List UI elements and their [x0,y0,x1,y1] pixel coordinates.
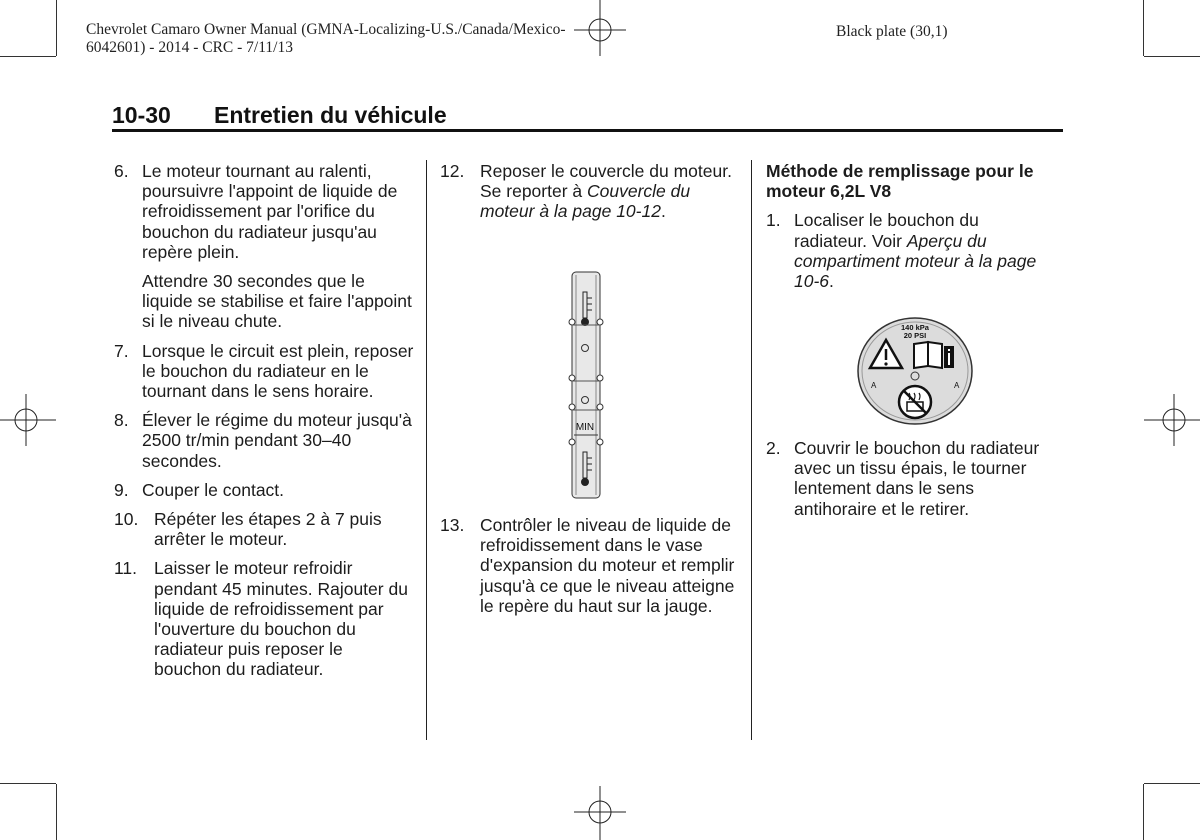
step-text: Laisser le moteur refroidir pendant 45 minutes. Rajouter du liquide de refroidissement par l'ouverture du bouchon du radiateur puis reposer le bouchon du radiateur. [154,558,408,680]
step-text: Localiser le bouchon du radiateur. Voir [794,210,979,251]
print-header-line-2: 6042601) - 2014 - CRC - 7/11/13 [86,39,293,56]
column-2 [440,161,738,231]
column-3-lower [766,438,1056,528]
step-1 [766,210,1056,291]
registration-mark-right [1144,380,1200,460]
registration-mark-left [0,380,56,460]
step-text-end: . [660,201,666,222]
step-text: Le moteur tournant au ralenti, poursuivre l'appoint de liquide de refroidissement par l'orifice du bouchon du radiateur jusqu'au repère plein. [142,161,398,262]
step-text: Répéter les étapes 2 à 7 puis arrêter le moteur. [154,509,382,550]
gauge-min-label: MIN [575,422,595,433]
step-text: Contrôler le niveau de liquide de refroidissement dans le vase d'expansion du moteur et remplir jusqu'à ce que le niveau atteigne le repère du haut sur la jauge. [480,515,735,616]
step-text: Couvrir le bouchon du radiateur avec un tissu épais, le tourner lentement dans le sens antihoraire et le retirer. [794,438,1040,519]
step-text: Reposer le couvercle du moteur. Se reporter à [480,161,732,202]
step-8 [114,410,414,471]
step-number: 1. [766,210,781,231]
step-number: 8. [114,410,129,431]
step-number: 10. [114,509,139,530]
column-2-lower [440,515,738,625]
step-number: 2. [766,438,781,458]
step-9 [114,480,414,500]
black-plate-label: Black plate (30,1) [836,23,948,40]
step-number: 11. [114,558,138,579]
page-number: 10-30 [112,102,171,128]
step-text-end: . [829,271,834,292]
step-number: 13. [440,515,465,535]
column-3 [766,161,1056,300]
header-rule [112,129,1063,132]
cross-reference-link[interactable]: Aperçu du compartiment moteur à la page 10-6 [794,230,1037,292]
cross-reference-link[interactable]: Couvercle du moteur à la page 10-12 [480,181,691,222]
registration-mark-top [560,0,640,56]
radiator-cap-illustration [856,316,974,426]
cap-pressure-kpa: 140 kPa [901,323,929,332]
step-text: Élever le régime du moteur jusqu'à 2500 tr/min pendant 30–40 secondes. [142,410,412,471]
step-6 [114,161,414,332]
registration-mark-bottom [560,786,640,840]
svg-text:A: A [954,381,960,390]
step-number: 7. [114,340,129,361]
step-text: Lorsque le circuit est plein, reposer le bouchon du radiateur en le tournant dans le sens horaire. [142,340,414,402]
step-13 [440,515,738,616]
step-11 [114,558,414,679]
step-number: 12. [440,161,465,181]
print-header-line-1: Chevrolet Camaro Owner Manual (GMNA-Localizing-U.S./Canada/Mexico- [86,21,566,38]
step-2 [766,438,1056,519]
step-12 [440,161,738,222]
step-number: 6. [114,161,129,181]
do-not-open-hot-icon [899,386,931,418]
column-1 [114,161,414,689]
svg-text:A: A [871,381,877,390]
step-10 [114,509,414,549]
page-title: Entretien du véhicule [214,102,447,128]
coolant-level-gauge [566,270,606,500]
cap-pressure-psi: 20 PSI [903,331,927,340]
step-number: 9. [114,479,129,500]
column-divider-2 [751,160,752,740]
column-divider-1 [426,160,427,740]
section-heading: Méthode de remplissage pour le moteur 6,2L V8 [766,161,1034,202]
step-note: Attendre 30 secondes que le liquide se stabilise et faire l'appoint si le niveau chute. [142,271,412,332]
step-7 [114,341,414,402]
step-text: Couper le contact. [142,479,285,500]
